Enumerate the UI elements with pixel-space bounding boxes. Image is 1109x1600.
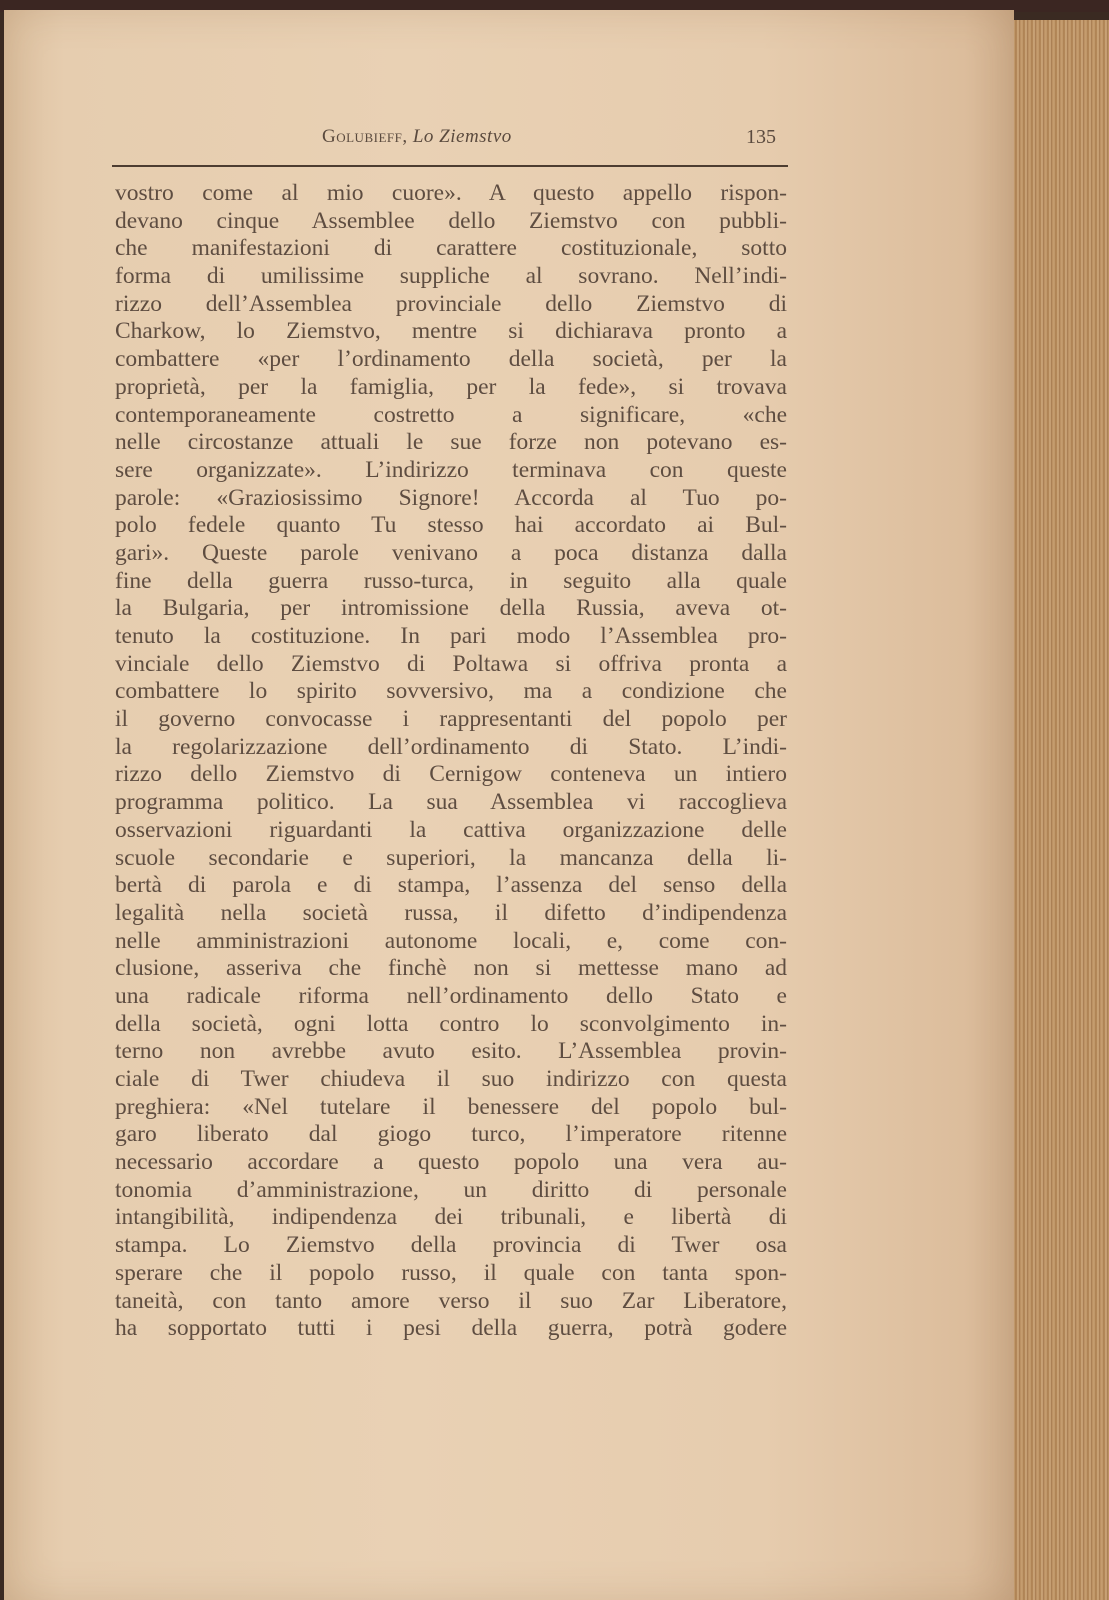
text-line: contemporaneamente costretto a significare, «che	[115, 401, 787, 428]
text-line: legalità nella società russa, il difetto d’indipendenza	[115, 899, 787, 926]
text-line: nelle circostanze attuali le sue forze non potevano es-	[115, 429, 787, 456]
text-line: stampa. Lo Ziemstvo della provincia di Twer osa	[115, 1232, 787, 1259]
text-line: programma politico. La sua Assemblea vi raccoglieva	[115, 789, 787, 816]
text-line: tonomia d’amministrazione, un diritto di personale	[115, 1176, 787, 1203]
text-line: vinciale dello Ziemstvo di Poltawa si offriva pronta a	[115, 650, 787, 677]
text-line: tenuto la costituzione. In pari modo l’Assemblea pro-	[115, 623, 787, 649]
text-line: nelle amministrazioni autonome locali, e, come con-	[115, 927, 787, 954]
header-title: Lo Ziemstvo	[412, 126, 512, 147]
page-number: 135	[746, 126, 776, 148]
header-rule	[112, 165, 788, 167]
body-text	[115, 180, 787, 1343]
text-line: vostro come al mio cuore». A questo appello rispon-	[115, 180, 787, 206]
text-line: polo fedele quanto Tu stesso hai accordato ai Bul-	[115, 512, 787, 539]
header-separator: ,	[402, 126, 413, 147]
text-line: taneità, con tanto amore verso il suo Zar Liberatore,	[115, 1287, 787, 1314]
text-line: fine della guerra russo-turca, in seguito alla quale	[115, 567, 787, 594]
text-line: combattere lo spirito sovversivo, ma a condizione che	[115, 678, 787, 705]
text-line: preghiera: «Nel tutelare il benessere del popolo bul-	[115, 1093, 787, 1120]
header-author: Golubieff	[322, 126, 403, 147]
text-line: necessario accordare a questo popolo una vera au-	[115, 1149, 787, 1176]
text-line: osservazioni riguardanti la cattiva organizzazione delle	[115, 816, 787, 843]
text-line: proprietà, per la famiglia, per la fede», si trovava	[115, 373, 787, 400]
text-line: della società, ogni lotta contro lo sconvolgimento in-	[115, 1010, 787, 1037]
text-line: forma di umilissime suppliche al sovrano. Nell’indi-	[115, 263, 787, 290]
text-line: il governo convocasse i rappresentanti del popolo per	[115, 706, 787, 733]
running-header	[112, 122, 788, 154]
running-title	[322, 126, 512, 148]
text-line: Charkow, lo Ziemstvo, mentre si dichiarava pronto a	[115, 318, 787, 345]
text-line: clusione, asseriva che finchè non si mettesse mano ad	[115, 955, 787, 982]
text-line: devano cinque Assemblee dello Ziemstvo con pubbli-	[115, 207, 787, 234]
text-line: che manifestazioni di carattere costituzionale, sotto	[115, 235, 787, 262]
text-line: rizzo dello Ziemstvo di Cernigow conteneva un intiero	[115, 761, 787, 788]
text-line: ha sopportato tutti i pesi della guerra, potrà godere	[115, 1315, 787, 1342]
text-line: gari». Queste parole venivano a poca distanza dalla	[115, 539, 787, 566]
text-line: scuole secondarie e superiori, la mancanza della li-	[115, 844, 787, 871]
text-line: sere organizzate». L’indirizzo terminava con queste	[115, 456, 787, 483]
text-line: bertà di parola e di stampa, l’assenza del senso della	[115, 872, 787, 899]
text-line: rizzo dell’Assemblea provinciale dello Ziemstvo di	[115, 290, 787, 317]
text-line: la Bulgaria, per intromissione della Russia, aveva ot-	[115, 595, 787, 622]
text-line: intangibilità, indipendenza dei tribunali, e libertà di	[115, 1204, 787, 1231]
text-line: terno non avrebbe avuto esito. L’Assemblea provin-	[115, 1038, 787, 1065]
text-line: combattere «per l’ordinamento della società, per la	[115, 346, 787, 373]
text-line: sperare che il popolo russo, il quale con tanta spon-	[115, 1259, 787, 1286]
text-line: parole: «Graziosissimo Signore! Accorda al Tuo po-	[115, 484, 787, 511]
page-stack-edge	[1010, 20, 1109, 1600]
text-line: la regolarizzazione dell’ordinamento di Stato. L’indi-	[115, 733, 787, 760]
text-line: una radicale riforma nell’ordinamento dello Stato e	[115, 982, 787, 1009]
text-line: ciale di Twer chiudeva il suo indirizzo con questa	[115, 1066, 787, 1092]
text-line: garo liberato dal giogo turco, l’imperatore ritenne	[115, 1121, 787, 1148]
